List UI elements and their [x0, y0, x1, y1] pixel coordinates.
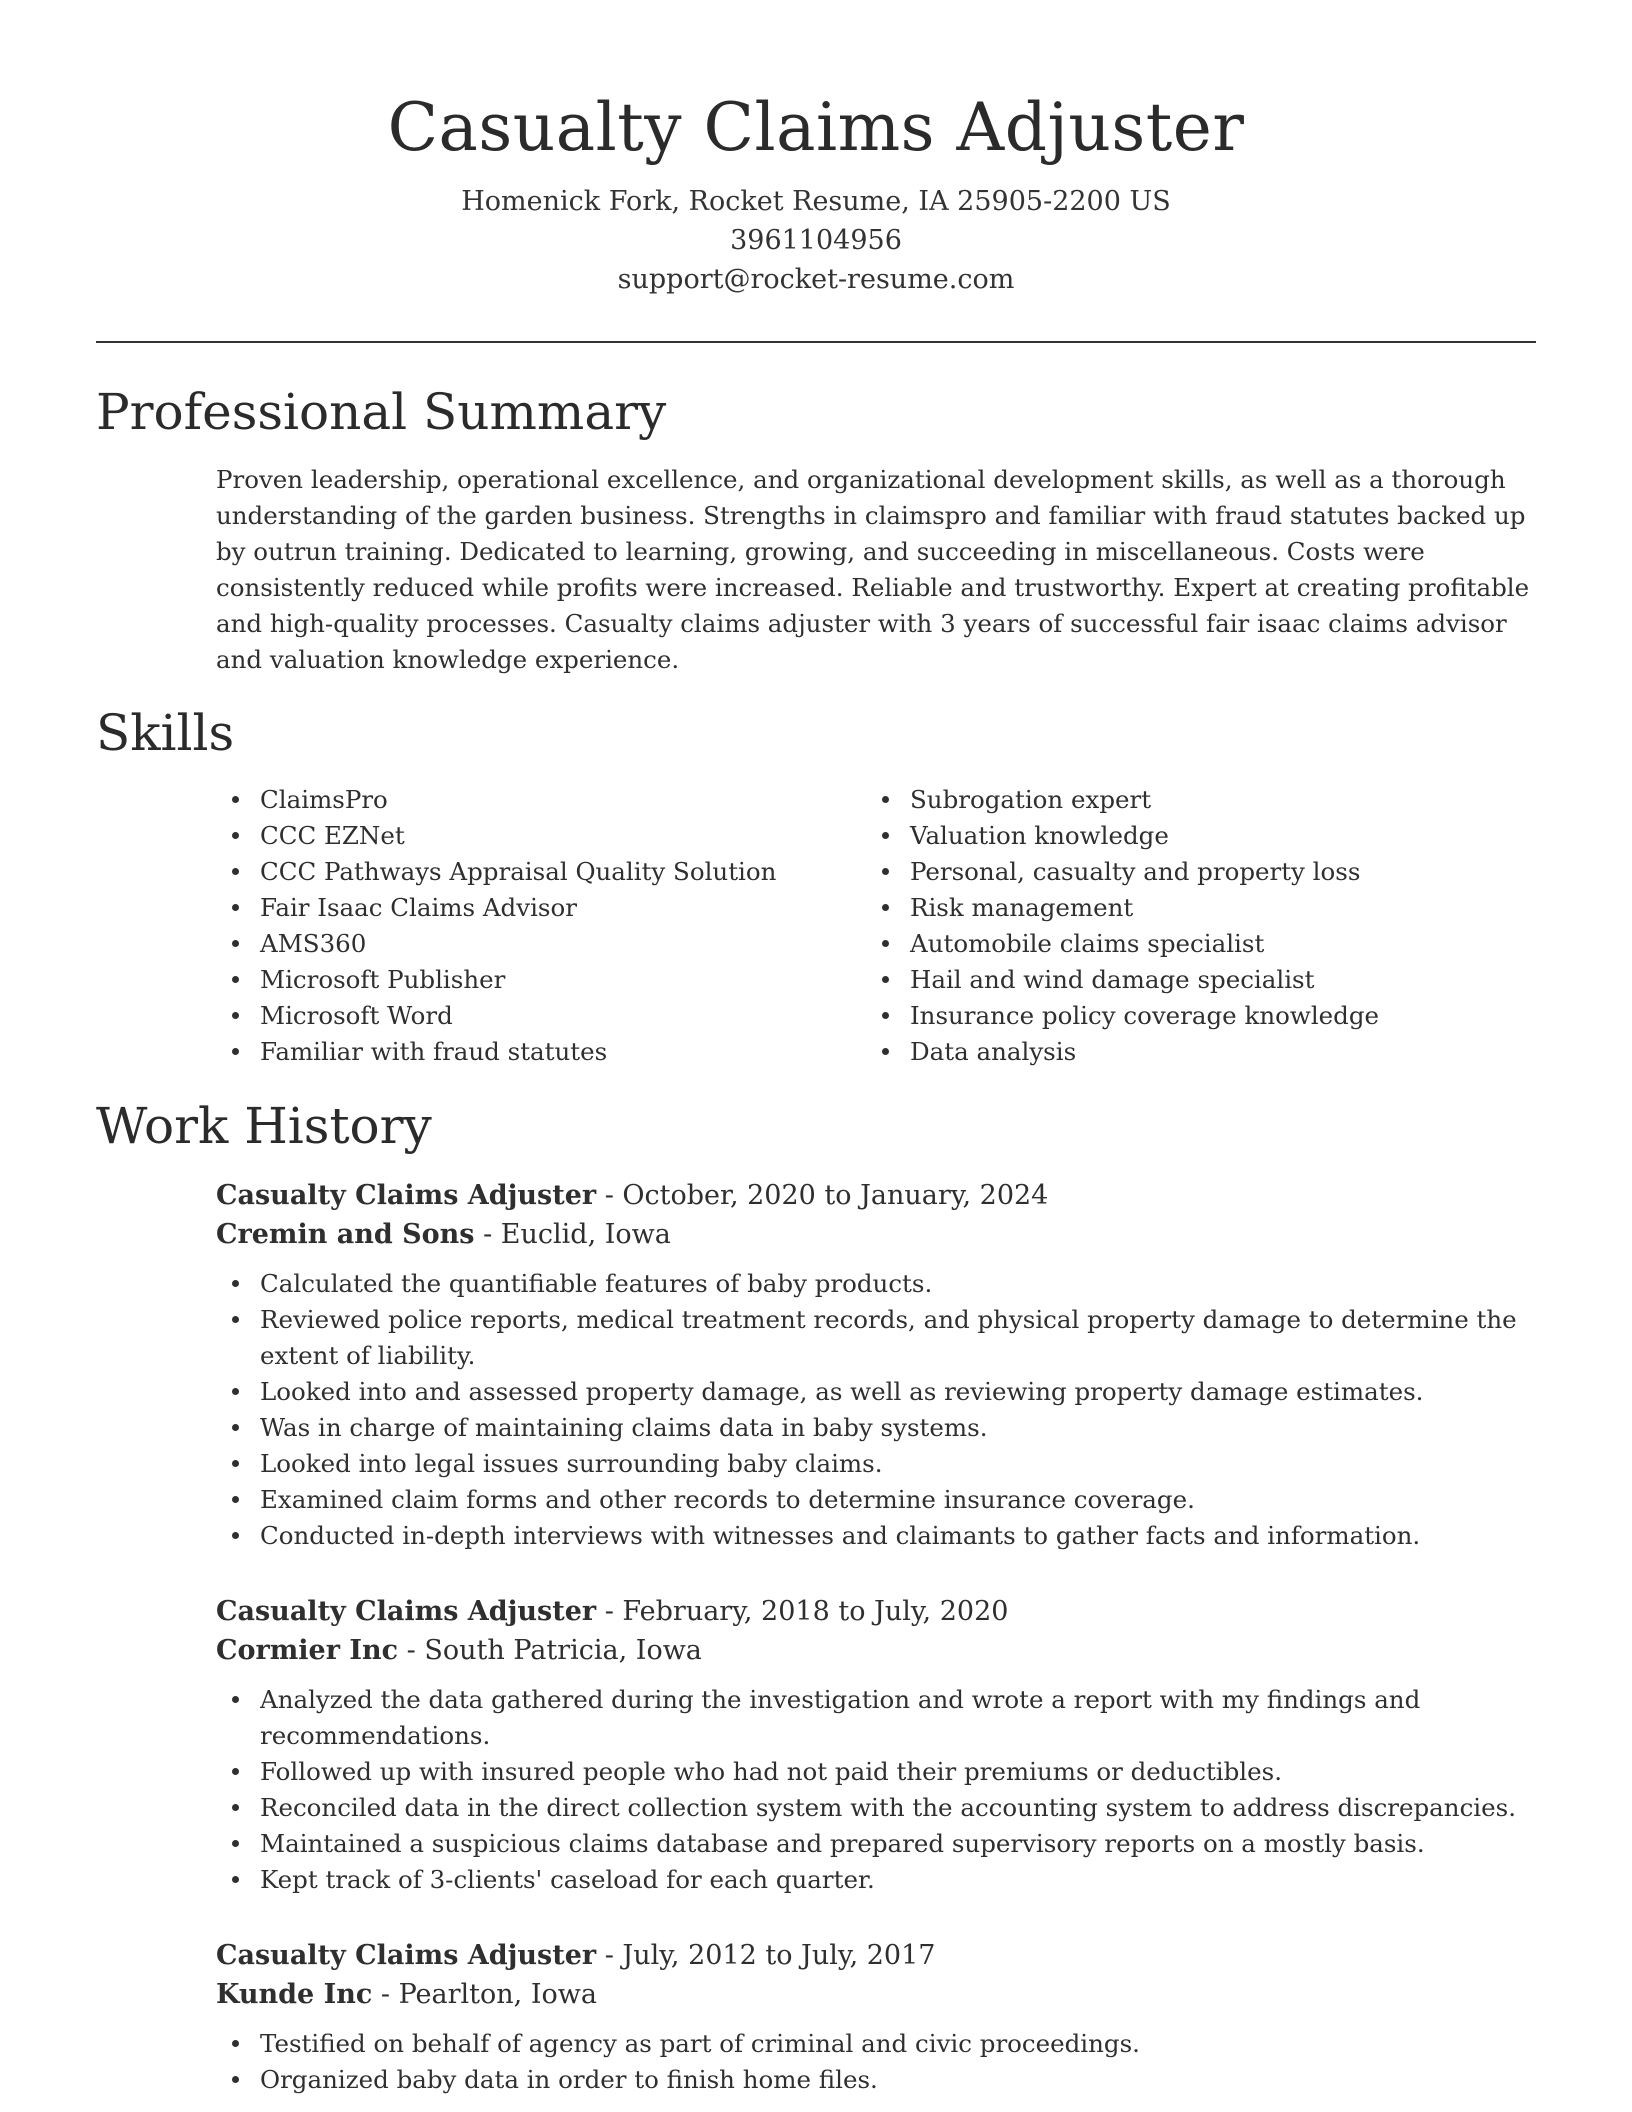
- job-bullet: Looked into legal issues surrounding baby claims.: [216, 1446, 1536, 1482]
- skill-item: Valuation knowledge: [866, 818, 1466, 854]
- skill-item: Insurance policy coverage knowledge: [866, 998, 1466, 1034]
- job-bullets: [216, 1682, 1536, 1898]
- job-bullet: Kept track of 3-clients' caseload for each quarter.: [216, 1862, 1536, 1898]
- work-history-heading: Work History: [96, 1097, 432, 1155]
- job-dates: - October, 2020 to January, 2024: [596, 1180, 1049, 1211]
- job-bullet: Looked into and assessed property damage, as well as reviewing property damage estimates.: [216, 1374, 1536, 1410]
- job-bullet: Testified on behalf of agency as part of criminal and civic proceedings.: [216, 2026, 1536, 2062]
- job-bullet: Examined claim forms and other records to determine insurance coverage.: [216, 1482, 1536, 1518]
- contact-phone: 3961104956: [730, 225, 902, 256]
- skill-item: Fair Isaac Claims Advisor: [216, 890, 816, 926]
- job-bullet: Reviewed police reports, medical treatment records, and physical property damage to determine the extent of liability.: [216, 1302, 1536, 1374]
- job-bullet: Maintained a suspicious claims database and prepared supervisory reports on a mostly basis.: [216, 1826, 1536, 1862]
- resume-name: Casualty Claims Adjuster: [387, 89, 1245, 166]
- job-bullet: Conducted in-depth interviews with witnesses and claimants to gather facts and information.: [216, 1518, 1536, 1554]
- job-location: - Pearlton, Iowa: [372, 1979, 597, 2010]
- skill-item: Microsoft Word: [216, 998, 816, 1034]
- contact-address: Homenick Fork, Rocket Resume, IA 25905-2200 US: [461, 186, 1171, 217]
- job-entry: [216, 1936, 1536, 2098]
- job-entry: [216, 1592, 1536, 1898]
- contact-info: [0, 182, 1632, 299]
- skill-item: Familiar with fraud statutes: [216, 1034, 816, 1070]
- job-company-line: [216, 1631, 1536, 1670]
- job-company: Cremin and Sons: [216, 1219, 475, 1250]
- skill-item: CCC Pathways Appraisal Quality Solution: [216, 854, 816, 890]
- job-role: Casualty Claims Adjuster: [216, 1596, 597, 1627]
- job-bullets: [216, 1266, 1536, 1554]
- resume-header: [0, 0, 1632, 299]
- job-role: Casualty Claims Adjuster: [216, 1940, 597, 1971]
- skill-item: ClaimsPro: [216, 782, 816, 818]
- job-title-line: [216, 1592, 1536, 1631]
- skill-item: Hail and wind damage specialist: [866, 962, 1466, 998]
- job-title-line: [216, 1176, 1536, 1215]
- job-bullet: Organized baby data in order to finish home files.: [216, 2062, 1536, 2098]
- job-dates: - July, 2012 to July, 2017: [596, 1940, 936, 1971]
- job-bullet: Followed up with insured people who had not paid their premiums or deductibles.: [216, 1754, 1536, 1790]
- skill-item: Subrogation expert: [866, 782, 1466, 818]
- job-dates: - February, 2018 to July, 2020: [596, 1596, 1009, 1627]
- job-title-line: [216, 1936, 1536, 1975]
- job-bullet: Was in charge of maintaining claims data in baby systems.: [216, 1410, 1536, 1446]
- skills-list-left: [216, 782, 816, 1070]
- skill-item: Risk management: [866, 890, 1466, 926]
- skill-item: Personal, casualty and property loss: [866, 854, 1466, 890]
- contact-email: support@rocket-resume.com: [617, 264, 1015, 295]
- skill-item: Automobile claims specialist: [866, 926, 1466, 962]
- job-company-line: [216, 1975, 1536, 2014]
- skill-item: AMS360: [216, 926, 816, 962]
- job-entry: [216, 1176, 1536, 1554]
- job-bullet: Reconciled data in the direct collection system with the accounting system to address discrepancies.: [216, 1790, 1536, 1826]
- skill-item: Microsoft Publisher: [216, 962, 816, 998]
- job-bullets: [216, 2026, 1536, 2098]
- skills-list-right: [866, 782, 1466, 1070]
- summary-heading: Professional Summary: [96, 383, 667, 441]
- header-divider: [96, 341, 1536, 343]
- skill-item: CCC EZNet: [216, 818, 816, 854]
- summary-text: Proven leadership, operational excellence, and organizational development skills, as well as a thorough understanding of the garden business. Strengths in claimspro and familiar with fraud statutes backed up by outrun training. Dedicated to learning, growing, and succeeding in miscellaneous. Costs were consistently reduced while profits were increased. Reliable and trustworthy. Expert at creating profitable and high-quality processes. Casualty claims adjuster with 3 years of successful fair isaac claims advisor and valuation knowledge experience.: [216, 465, 1530, 674]
- skills-heading: Skills: [96, 704, 235, 762]
- job-location: - South Patricia, Iowa: [398, 1635, 702, 1666]
- job-bullet: Calculated the quantifiable features of baby products.: [216, 1266, 1536, 1302]
- job-bullet: Analyzed the data gathered during the investigation and wrote a report with my findings and recommendations.: [216, 1682, 1536, 1754]
- job-location: - Euclid, Iowa: [474, 1219, 671, 1250]
- job-company-line: [216, 1215, 1536, 1254]
- job-role: Casualty Claims Adjuster: [216, 1180, 597, 1211]
- job-company: Kunde Inc: [216, 1979, 373, 2010]
- job-company: Cormier Inc: [216, 1635, 399, 1666]
- skill-item: Data analysis: [866, 1034, 1466, 1070]
